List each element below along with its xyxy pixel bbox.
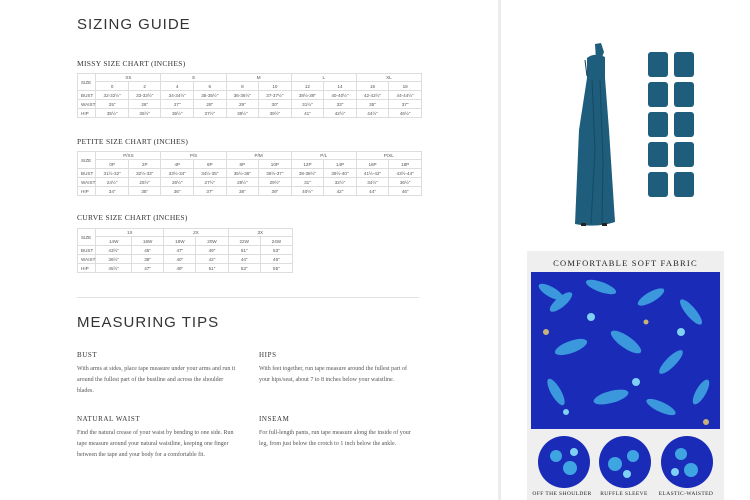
measurement-cell: 39½" — [259, 109, 292, 118]
row-label: WAIST — [78, 178, 96, 187]
tip-hips-heading: HIPS — [259, 351, 277, 359]
size-number: 6P — [194, 160, 227, 169]
thumb-label-off-the-shoulder: OFF THE SHOULDER — [532, 491, 592, 497]
table-row — [78, 255, 293, 264]
measurement-cell: 39" — [259, 187, 292, 196]
measurement-cell: 34" — [96, 187, 129, 196]
measurement-cell: 44½" — [356, 109, 389, 118]
measurement-cell: 33" — [324, 100, 357, 109]
measurement-cell: 36½" — [96, 255, 132, 264]
size-number: 14W — [96, 237, 132, 246]
measurement-cell: 53" — [260, 246, 292, 255]
table-row — [78, 264, 293, 273]
measurement-cell: 35½" — [96, 109, 129, 118]
measurement-cell: 43½" — [96, 246, 132, 255]
measurement-cell: 53" — [228, 264, 260, 273]
measurement-cell: 35" — [356, 100, 389, 109]
style-variations — [648, 52, 694, 197]
measurement-cell: 40-40½" — [324, 91, 357, 100]
measurement-cell: 45" — [132, 246, 164, 255]
measurement-cell: 34-34½" — [161, 91, 194, 100]
size-number: 0 — [96, 82, 129, 91]
measurement-cell: 25" — [96, 100, 129, 109]
size-group-header: XL — [356, 74, 421, 82]
size-group-header: L — [291, 74, 356, 82]
size-number: 22W — [228, 237, 260, 246]
measurement-cell: 41" — [291, 109, 324, 118]
row-label: BUST — [78, 91, 96, 100]
curve-size-table — [77, 228, 293, 273]
size-group-header: XS — [96, 74, 161, 82]
table-row — [78, 246, 293, 255]
size-number: 6 — [194, 82, 227, 91]
measurement-cell: 38" — [226, 187, 259, 196]
measurement-cell: 38½" — [226, 109, 259, 118]
tip-inseam-text: For full-length pants, run tape measure along the inside of your leg, from just below the crotch to 1 inch below the ankle. — [259, 430, 411, 447]
size-number: 20W — [196, 237, 228, 246]
measurement-cell: 31½-32" — [96, 169, 129, 178]
measurement-cell: 36" — [161, 187, 194, 196]
measurement-cell: 31½" — [291, 100, 324, 109]
measurement-cell: 37" — [389, 100, 422, 109]
size-number: 12P — [291, 160, 324, 169]
measurement-cell: 41½-42" — [356, 169, 389, 178]
size-group-header: P/L — [291, 152, 356, 160]
tip-inseam-heading: INSEAM — [259, 415, 290, 423]
measurement-cell: 36½" — [389, 178, 422, 187]
measurement-cell: 28½" — [226, 178, 259, 187]
row-label: HIP — [78, 109, 96, 118]
size-label: SIZE — [78, 74, 96, 91]
fabric-panel — [527, 251, 724, 500]
fabric-print-image — [531, 272, 720, 429]
size-group-header: M — [226, 74, 291, 82]
size-number: 8 — [226, 82, 259, 91]
size-group-header: P/XL — [356, 152, 421, 160]
row-label: HIP — [78, 187, 96, 196]
size-number: 16 — [356, 82, 389, 91]
size-number: 2P — [128, 160, 161, 169]
measurement-cell: 27" — [161, 100, 194, 109]
measurement-cell: 27½" — [194, 178, 227, 187]
measurement-cell: 44-44½" — [389, 91, 422, 100]
table-row — [78, 91, 422, 100]
size-number: 18P — [389, 160, 422, 169]
section-divider — [77, 297, 419, 298]
measurement-cell: 42-42½" — [356, 91, 389, 100]
measurement-cell: 36-36½" — [226, 91, 259, 100]
measurement-cell: 43½-44" — [389, 169, 422, 178]
measurement-cell: 28" — [194, 100, 227, 109]
measurement-cell: 46" — [389, 187, 422, 196]
measurement-cell: 44" — [228, 255, 260, 264]
table-row — [78, 109, 422, 118]
fabric-title: COMFORTABLE SOFT FABRIC — [553, 258, 698, 268]
measurement-cell: 35" — [128, 187, 161, 196]
measurement-cell: 46½" — [389, 109, 422, 118]
size-number: 18W — [164, 237, 196, 246]
measurement-cell: 31" — [291, 178, 324, 187]
measurement-cell: 37-37½" — [259, 91, 292, 100]
measurement-cell: 33½-34" — [161, 169, 194, 178]
size-group-header: P/XS — [96, 152, 161, 160]
measurement-cell: 32½-33" — [128, 169, 161, 178]
size-group-header: 3X — [228, 229, 292, 237]
size-group-header: P/S — [161, 152, 226, 160]
measurement-cell: 55" — [260, 264, 292, 273]
measurement-cell: 38½-39" — [291, 91, 324, 100]
thumb-label-ruffle-sleeve: RUFFLE SLEEVE — [600, 491, 648, 497]
measurement-cell: 24½" — [96, 178, 129, 187]
size-label: SIZE — [78, 229, 96, 246]
size-number: 14 — [324, 82, 357, 91]
measurement-cell: 29" — [226, 100, 259, 109]
measurement-cell: 39½-40" — [324, 169, 357, 178]
table-row — [78, 100, 422, 109]
tip-waist-heading: NATURAL WAIST — [77, 415, 141, 423]
measurement-cell: 49" — [196, 246, 228, 255]
measurement-cell: 46" — [260, 255, 292, 264]
measurement-cell: 32-32½" — [96, 91, 129, 100]
measurement-cell: 35½-36" — [226, 169, 259, 178]
thumb-label-elastic-waisted: ELASTIC-WAISTED — [658, 491, 714, 497]
size-number: 12 — [291, 82, 324, 91]
measurement-cell: 47" — [164, 246, 196, 255]
thumb-elastic-waisted — [659, 434, 715, 490]
measurement-cell: 37½" — [194, 109, 227, 118]
measurement-cell: 49" — [164, 264, 196, 273]
row-label: WAIST — [78, 100, 96, 109]
measurement-cell: 33-33½" — [128, 91, 161, 100]
row-label: BUST — [78, 246, 96, 255]
size-group-header: 1X — [96, 229, 164, 237]
measurement-cell: 26" — [128, 100, 161, 109]
thumb-off-the-shoulder — [536, 434, 592, 490]
row-label: HIP — [78, 264, 96, 273]
measurement-cell: 40" — [164, 255, 196, 264]
measurement-cell: 44" — [356, 187, 389, 196]
size-number: 16P — [356, 160, 389, 169]
size-number: 8P — [226, 160, 259, 169]
measurement-cell: 32½" — [324, 178, 357, 187]
measurement-cell: 38-38½" — [291, 169, 324, 178]
tip-bust-text: With arms at sides, place tape measure under your arms and run it around the fullest part of the bustline and across the shoulder blades. — [77, 366, 236, 394]
size-group-header: 2X — [164, 229, 228, 237]
measuring-tips-title: MEASURING TIPS — [77, 314, 220, 331]
size-group-header: P/M — [226, 152, 291, 160]
measurement-cell: 26½" — [161, 178, 194, 187]
measurement-cell: 51" — [228, 246, 260, 255]
size-group-header: S — [161, 74, 226, 82]
petite-chart-caption: PETITE SIZE CHART (INCHES) — [77, 137, 189, 146]
size-number: 18 — [389, 82, 422, 91]
measurement-cell: 34½-35" — [194, 169, 227, 178]
measurement-cell: 51" — [196, 264, 228, 273]
measurement-cell: 36½" — [128, 109, 161, 118]
measurement-cell: 36½-37" — [259, 169, 292, 178]
dress-figure — [575, 43, 615, 226]
table-row — [78, 169, 422, 178]
measurement-cell: 36½" — [161, 109, 194, 118]
size-number: 2 — [128, 82, 161, 91]
measurement-cell: 45½" — [96, 264, 132, 273]
size-number: 16W — [132, 237, 164, 246]
row-label: BUST — [78, 169, 96, 178]
tip-bust-heading: BUST — [77, 351, 98, 359]
measurement-cell: 42" — [196, 255, 228, 264]
measurement-cell: 40½" — [291, 187, 324, 196]
measurement-cell: 34½" — [356, 178, 389, 187]
table-row — [78, 187, 422, 196]
page-title: SIZING GUIDE — [77, 16, 191, 33]
measurement-cell: 38" — [132, 255, 164, 264]
size-number: 4P — [161, 160, 194, 169]
size-number: 0P — [96, 160, 129, 169]
missy-size-table — [77, 73, 422, 118]
measurement-cell: 35-35½" — [194, 91, 227, 100]
tip-waist-text: Find the natural crease of your waist by bending to one side. Run tape measure around your natural waistline, keeping one finger between the tape and your body for a comfortable fit. — [77, 430, 234, 458]
row-label: WAIST — [78, 255, 96, 264]
size-number: 14P — [324, 160, 357, 169]
size-number: 4 — [161, 82, 194, 91]
missy-chart-caption: MISSY SIZE CHART (INCHES) — [77, 59, 186, 68]
measurement-cell: 30" — [259, 100, 292, 109]
measurement-cell: 25½" — [128, 178, 161, 187]
tip-hips-text: With feet together, run tape measure around the fullest part of your hips/seat, about 7 to 8 inches below your waistline. — [259, 366, 407, 383]
product-images-column — [501, 0, 750, 500]
thumb-ruffle-sleeve — [597, 434, 653, 490]
curve-chart-caption: CURVE SIZE CHART (INCHES) — [77, 213, 188, 222]
size-number: 24W — [260, 237, 292, 246]
measurement-cell: 42½" — [324, 109, 357, 118]
measurement-cell: 42" — [324, 187, 357, 196]
size-label: SIZE — [78, 152, 96, 169]
table-row — [78, 178, 422, 187]
size-number: 10P — [259, 160, 292, 169]
measurement-cell: 29½" — [259, 178, 292, 187]
size-number: 10 — [259, 82, 292, 91]
dress-image — [501, 0, 750, 246]
petite-size-table — [77, 151, 422, 196]
measurement-cell: 37" — [194, 187, 227, 196]
measurement-cell: 47" — [132, 264, 164, 273]
